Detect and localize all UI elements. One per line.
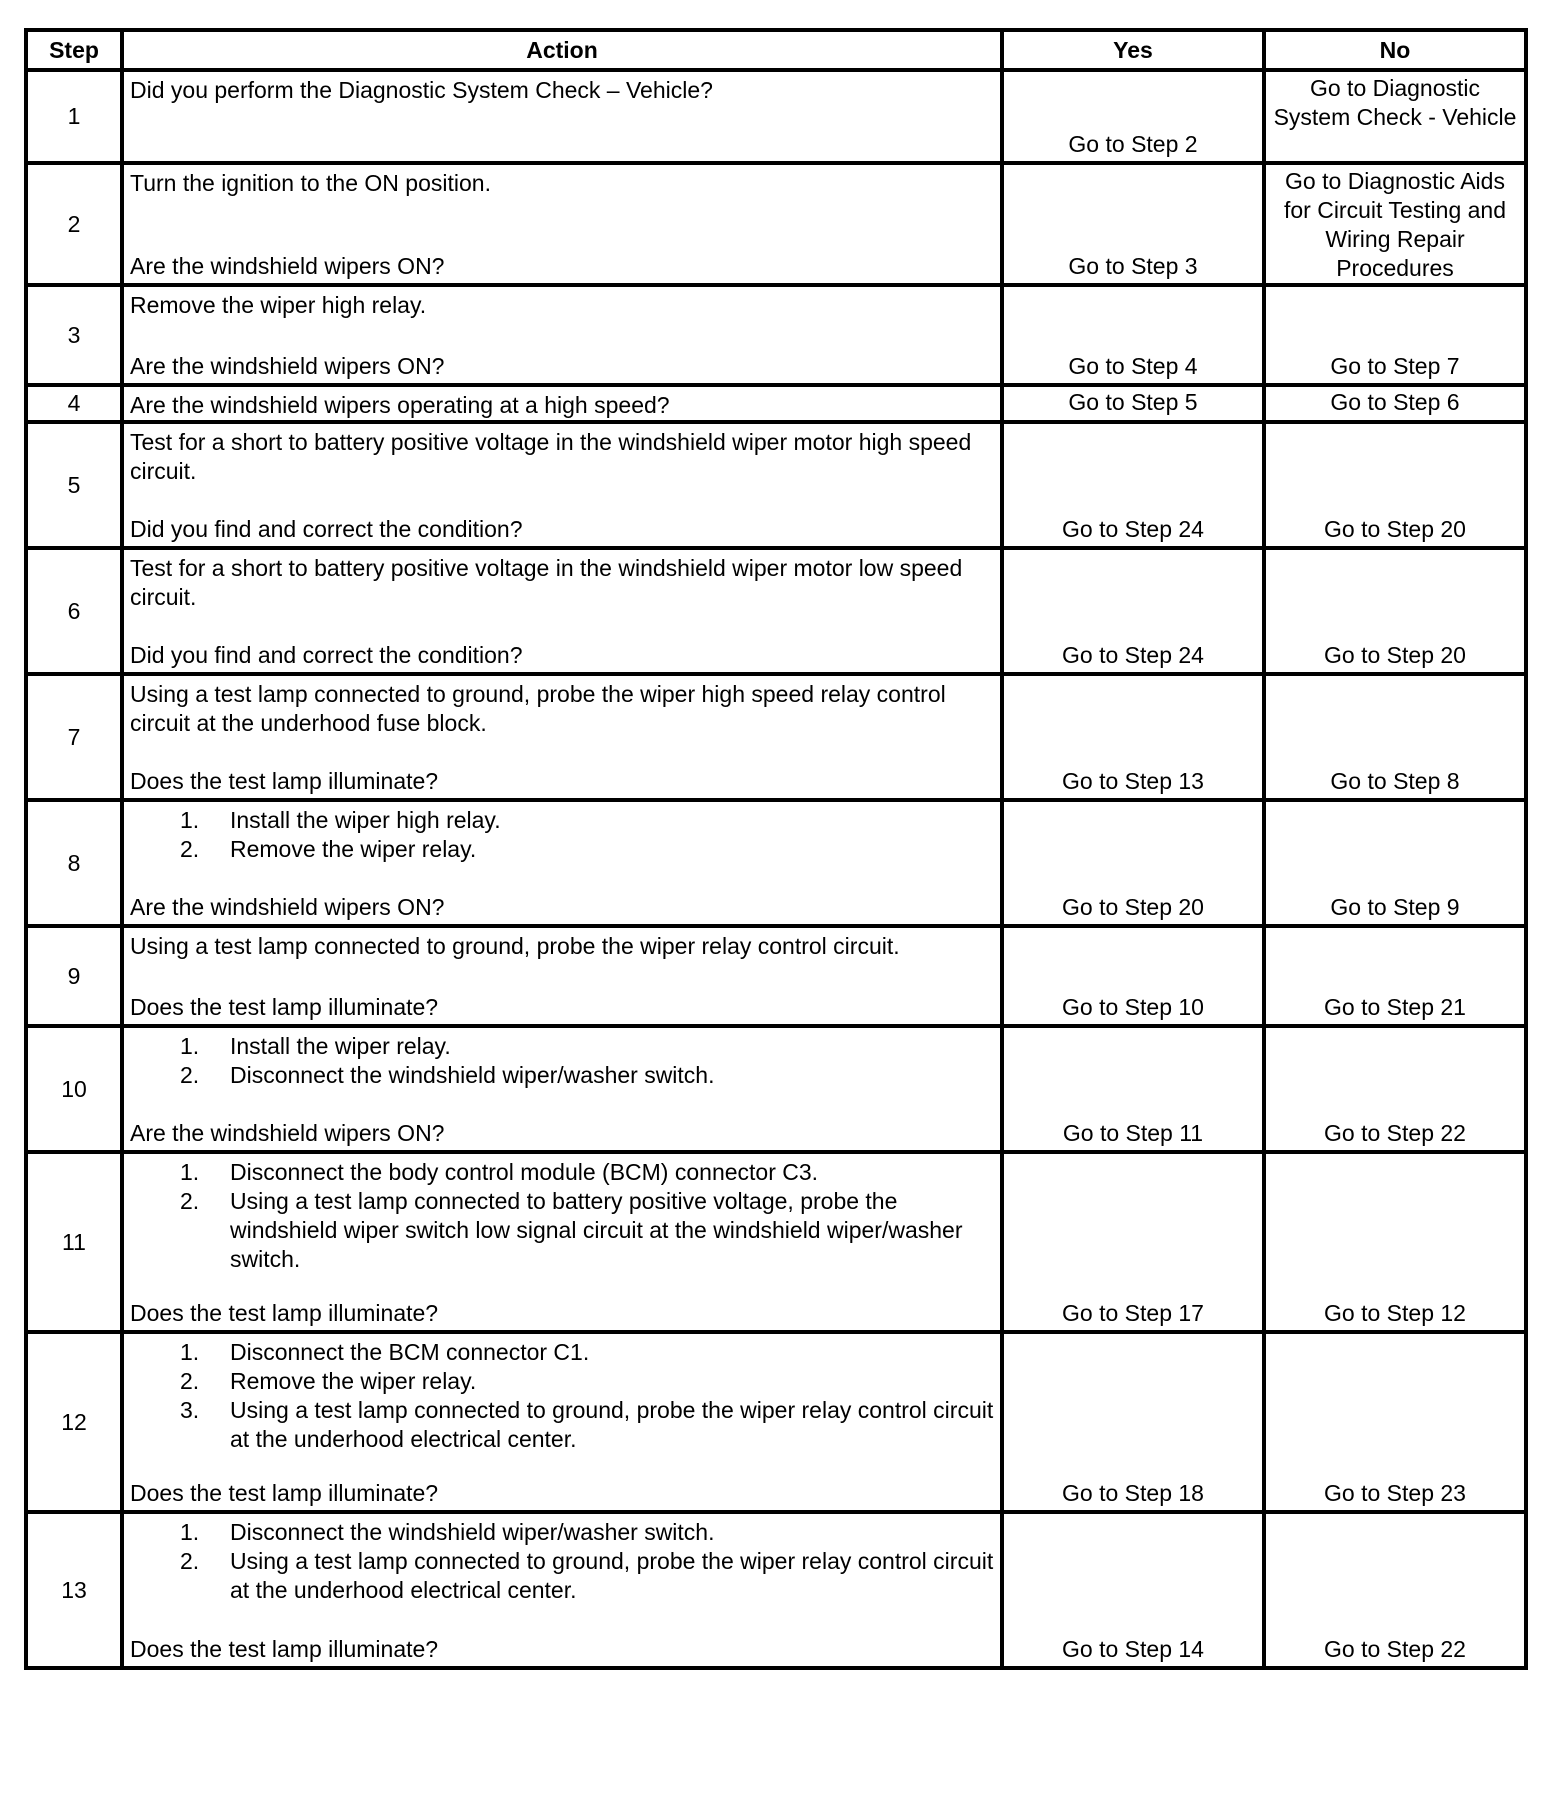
action-steps-list <box>130 806 994 864</box>
yes-cell <box>1002 285 1264 385</box>
action-text: Turn the ignition to the ON position. <box>130 170 491 196</box>
yes-result: Go to Step 24 <box>1062 516 1204 542</box>
action-text: Test for a short to battery positive voltage in the windshield wiper motor low speed circuit. <box>130 555 963 610</box>
action-text: Using a test lamp connected to ground, probe the wiper high speed relay control circuit at the underhood fuse block. <box>130 681 946 736</box>
no-result: Go to Step 21 <box>1324 994 1466 1020</box>
table-row <box>26 548 1526 674</box>
table-row <box>26 163 1526 285</box>
step-cell: 7 <box>26 674 122 800</box>
list-number: 1. <box>180 1339 200 1365</box>
list-item <box>180 1061 994 1090</box>
no-result: Go to Step 6 <box>1330 389 1460 415</box>
step-cell: 11 <box>26 1152 122 1332</box>
action-cell <box>122 1026 1002 1152</box>
no-cell <box>1264 1512 1526 1668</box>
no-result: Go to Step 22 <box>1324 1636 1466 1662</box>
yes-result: Go to Step 24 <box>1062 642 1204 668</box>
diagnostic-table <box>24 28 1528 1670</box>
list-number: 1. <box>180 1519 200 1545</box>
yes-cell <box>1002 385 1264 422</box>
action-question: Does the test lamp illuminate? <box>130 768 439 794</box>
table-row <box>26 800 1526 926</box>
list-text: Disconnect the BCM connector C1. <box>230 1339 590 1365</box>
action-question: Did you find and correct the condition? <box>130 642 523 668</box>
table-row <box>26 1026 1526 1152</box>
no-result: Go to Step 22 <box>1324 1120 1466 1146</box>
yes-result: Go to Step 18 <box>1062 1480 1204 1506</box>
action-cell <box>122 385 1002 422</box>
action-steps-list <box>130 1338 994 1454</box>
step-cell: 3 <box>26 285 122 385</box>
list-text: Install the wiper high relay. <box>230 807 501 833</box>
action-cell <box>122 70 1002 163</box>
table-row <box>26 1152 1526 1332</box>
list-item <box>180 1158 994 1187</box>
header-action: Action <box>122 30 1002 70</box>
table-row <box>26 70 1526 163</box>
action-question: Are the windshield wipers ON? <box>130 894 445 920</box>
action-cell <box>122 1332 1002 1512</box>
action-steps-list <box>130 1032 994 1090</box>
header-step: Step <box>26 30 122 70</box>
yes-result: Go to Step 11 <box>1062 1120 1204 1146</box>
no-result: Go to Step 20 <box>1324 642 1466 668</box>
no-cell <box>1264 1152 1526 1332</box>
list-text: Remove the wiper relay. <box>230 836 477 862</box>
table-row <box>26 1332 1526 1512</box>
list-text: Remove the wiper relay. <box>230 1368 477 1394</box>
step-cell: 2 <box>26 163 122 285</box>
no-result: Go to Step 9 <box>1330 894 1460 920</box>
action-steps-list <box>130 1518 994 1605</box>
list-item <box>180 835 994 864</box>
yes-result: Go to Step 10 <box>1062 994 1204 1020</box>
action-text: Remove the wiper high relay. <box>130 292 427 318</box>
header-no: No <box>1264 30 1526 70</box>
action-text: Test for a short to battery positive voltage in the windshield wiper motor high speed circuit. <box>130 429 972 484</box>
list-text: Disconnect the body control module (BCM) connector C3. <box>230 1159 819 1185</box>
action-question: Are the windshield wipers ON? <box>130 1120 445 1146</box>
list-text: Using a test lamp connected to ground, probe the wiper relay control circuit at the underhood electrical center. <box>230 1397 994 1452</box>
yes-result: Go to Step 4 <box>1068 353 1198 379</box>
step-cell: 5 <box>26 422 122 548</box>
action-question: Does the test lamp illuminate? <box>130 1300 439 1326</box>
list-item <box>180 1032 994 1061</box>
yes-result: Go to Step 17 <box>1062 1300 1204 1326</box>
yes-cell <box>1002 1152 1264 1332</box>
list-item <box>180 806 994 835</box>
table-row <box>26 674 1526 800</box>
list-item <box>180 1338 994 1367</box>
list-number: 2. <box>180 1368 200 1394</box>
list-text: Disconnect the windshield wiper/washer switch. <box>230 1062 715 1088</box>
action-cell <box>122 285 1002 385</box>
yes-result: Go to Step 3 <box>1068 253 1198 279</box>
no-cell <box>1264 385 1526 422</box>
no-result: Go to Step 7 <box>1330 353 1460 379</box>
yes-cell <box>1002 674 1264 800</box>
yes-cell <box>1002 548 1264 674</box>
no-cell <box>1264 548 1526 674</box>
action-cell <box>122 800 1002 926</box>
no-cell <box>1264 674 1526 800</box>
list-number: 1. <box>180 1159 200 1185</box>
action-cell <box>122 422 1002 548</box>
list-item <box>180 1396 994 1454</box>
step-cell: 4 <box>26 385 122 422</box>
action-text: Are the windshield wipers operating at a high speed? <box>130 392 670 418</box>
action-cell <box>122 548 1002 674</box>
yes-result: Go to Step 20 <box>1062 894 1204 920</box>
yes-result: Go to Step 5 <box>1068 389 1198 415</box>
no-cell <box>1264 163 1526 285</box>
table-row <box>26 926 1526 1026</box>
step-cell: 1 <box>26 70 122 163</box>
yes-result: Go to Step 2 <box>1068 131 1198 157</box>
action-cell <box>122 674 1002 800</box>
yes-cell <box>1002 1026 1264 1152</box>
no-cell <box>1264 422 1526 548</box>
table-row <box>26 422 1526 548</box>
no-cell <box>1264 1026 1526 1152</box>
list-number: 2. <box>180 1062 200 1088</box>
action-cell <box>122 1152 1002 1332</box>
no-result: Go to Step 12 <box>1324 1300 1466 1326</box>
list-number: 2. <box>180 1548 200 1574</box>
list-number: 1. <box>180 1033 200 1059</box>
list-number: 1. <box>180 807 200 833</box>
yes-cell <box>1002 926 1264 1026</box>
no-result: Go to Step 20 <box>1324 516 1466 542</box>
yes-result: Go to Step 13 <box>1062 768 1204 794</box>
step-cell: 13 <box>26 1512 122 1668</box>
table-row <box>26 385 1526 422</box>
action-question: Are the windshield wipers ON? <box>130 253 445 279</box>
yes-cell <box>1002 800 1264 926</box>
list-item <box>180 1547 994 1605</box>
no-result: Go to Step 23 <box>1324 1480 1466 1506</box>
yes-cell <box>1002 422 1264 548</box>
list-number: 3. <box>180 1397 200 1423</box>
list-item <box>180 1518 994 1547</box>
no-cell <box>1264 1332 1526 1512</box>
yes-cell <box>1002 70 1264 163</box>
action-question: Does the test lamp illuminate? <box>130 1480 439 1506</box>
step-cell: 10 <box>26 1026 122 1152</box>
action-question: Did you find and correct the condition? <box>130 516 523 542</box>
table-body <box>26 70 1526 1668</box>
action-cell <box>122 926 1002 1026</box>
action-steps-list <box>130 1158 994 1274</box>
step-cell: 8 <box>26 800 122 926</box>
step-cell: 9 <box>26 926 122 1026</box>
action-question: Does the test lamp illuminate? <box>130 994 439 1020</box>
list-text: Disconnect the windshield wiper/washer switch. <box>230 1519 715 1545</box>
list-text: Using a test lamp connected to battery positive voltage, probe the windshield wiper switch low signal circuit at the windshield wiper/washer switch. <box>230 1188 963 1272</box>
list-text: Install the wiper relay. <box>230 1033 451 1059</box>
list-item <box>180 1187 994 1274</box>
yes-cell <box>1002 1332 1264 1512</box>
step-cell: 6 <box>26 548 122 674</box>
action-text: Using a test lamp connected to ground, probe the wiper relay control circuit. <box>130 933 900 959</box>
step-cell: 12 <box>26 1332 122 1512</box>
action-text: Did you perform the Diagnostic System Check – Vehicle? <box>130 77 713 103</box>
no-cell <box>1264 70 1526 163</box>
no-result: Go to Diagnostic Aids for Circuit Testing and Wiring Repair Procedures <box>1283 168 1506 281</box>
no-result: Go to Diagnostic System Check - Vehicle <box>1273 75 1517 130</box>
action-question: Does the test lamp illuminate? <box>130 1636 439 1662</box>
list-number: 2. <box>180 836 200 862</box>
action-question: Are the windshield wipers ON? <box>130 353 445 379</box>
yes-cell <box>1002 1512 1264 1668</box>
yes-result: Go to Step 14 <box>1062 1636 1204 1662</box>
action-cell <box>122 163 1002 285</box>
list-text: Using a test lamp connected to ground, probe the wiper relay control circuit at the underhood electrical center. <box>230 1548 994 1603</box>
header-row <box>26 30 1526 70</box>
no-cell <box>1264 926 1526 1026</box>
yes-cell <box>1002 163 1264 285</box>
header-yes: Yes <box>1002 30 1264 70</box>
list-item <box>180 1367 994 1396</box>
table-row <box>26 285 1526 385</box>
no-cell <box>1264 285 1526 385</box>
table-row <box>26 1512 1526 1668</box>
no-result: Go to Step 8 <box>1330 768 1460 794</box>
action-cell <box>122 1512 1002 1668</box>
list-number: 2. <box>180 1188 200 1214</box>
no-cell <box>1264 800 1526 926</box>
